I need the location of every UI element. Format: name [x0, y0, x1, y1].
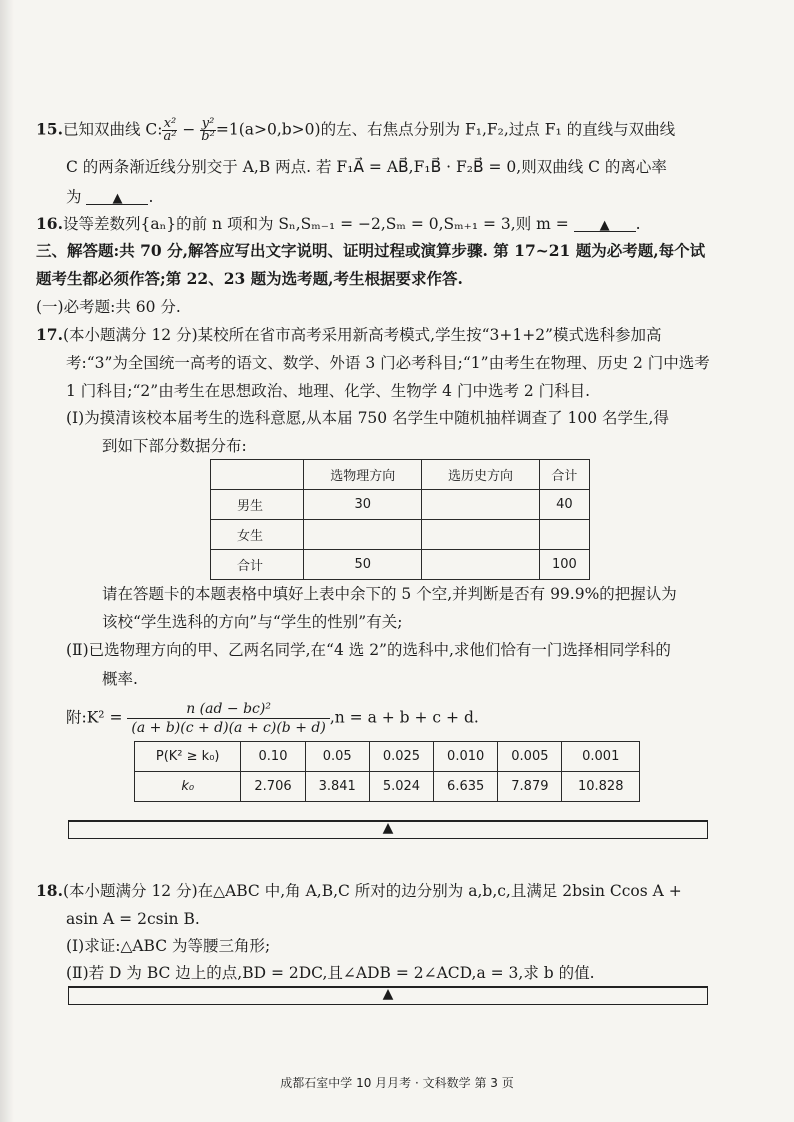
section-required-heading: (一)必考题:共 60 分. [36, 298, 181, 316]
row-label: 合计 [211, 550, 304, 580]
table-header-cell: 选物理方向 [304, 460, 422, 490]
q15-text-b: =1(a>0,b>0)的左、右焦点分别为 F₁,F₂,过点 F₁ 的直线与双曲线 [215, 120, 676, 139]
table-cell: 2.706 [241, 772, 305, 802]
q15-line-1: 15.已知双曲线 C: $\frac{\text{x²}}{\text{a²}}$ − $\frac{\text{y²}}{\text{b²}}$ =1(a>0,b>0)的左、右焦点分别为 F₁,F₂,过点 F₁ 的直线与双曲线 [36, 116, 676, 144]
q15-answer-blank[interactable] [86, 186, 148, 205]
table-cell: 7.879 [498, 772, 562, 802]
table-header-cell: 合计 [539, 460, 589, 490]
row-label: 女生 [211, 520, 304, 550]
k-squared-formula: 附:K² = $\frac{\text{n (ad − bc)²}}{(a + b)(c + d)(a + c)(b + d)}$ ,n = a + b + c + d. [66, 701, 479, 736]
table-cell: 3.841 [305, 772, 369, 802]
table-cell: P(K² ≥ k₀) [135, 742, 241, 772]
page-footer: 成都石室中学 10 月月考 · 文科数学 第 3 页 [280, 1076, 514, 1090]
table-cell: 40 [539, 490, 589, 520]
q17-part1-line-3: 请在答题卡的本题表格中填好上表中余下的 5 个空,并判断是否有 99.9%的把握认为 [102, 585, 677, 603]
table-cell: 0.001 [562, 742, 640, 772]
q17-part1-line-1: (Ⅰ)为摸清该校本届考生的选科意愿,从本届 750 名学生中随机抽样调查了 100 名学生,得 [66, 409, 669, 427]
q18-number: 18. [36, 881, 63, 900]
q15-number: 15. [36, 119, 63, 139]
table-cell [304, 520, 422, 550]
q15-line-3: 为 ▲ . [66, 188, 154, 206]
q17-line-2: 考:“3”为全国统一高考的语文、数学、外语 3 门必考科目;“1”由考生在物理、历史 2 门中选考 [66, 354, 710, 372]
table-cell: 0.10 [241, 742, 305, 772]
critical-value-table [134, 741, 640, 802]
q16-answer-blank[interactable] [574, 213, 636, 232]
survey-table [210, 459, 590, 580]
table-row [135, 772, 640, 802]
table-cell: 0.010 [434, 742, 498, 772]
table-cell: 50 [304, 550, 422, 580]
row-label: 男生 [211, 490, 304, 520]
q17-part1-line-4: 该校“学生选科的方向”与“学生的性别”有关; [102, 613, 403, 631]
table-header-cell: 选历史方向 [422, 460, 540, 490]
q15-frac-x: $\frac{\text{x²}}{\text{a²}}$ [163, 116, 177, 144]
triangle-marker-icon: ▲ [382, 820, 394, 836]
table-cell: 6.635 [434, 772, 498, 802]
q17-number: 17. [36, 325, 63, 344]
table-row [211, 520, 590, 550]
table-cell: 0.025 [369, 742, 433, 772]
formula-fraction: $\frac{\text{n (ad − bc)²}}{(a + b)(c + d)(a + c)(b + d)}$ [127, 700, 329, 737]
q15-text-a: 已知双曲线 C: [62, 120, 163, 139]
q18-line-1: 18.(本小题满分 12 分)在△ABC 中,角 A,B,C 所对的边分别为 a,b,c,且满足 2bsin Ccos A + [36, 881, 682, 900]
q17-part2-line-1: (Ⅱ)已选物理方向的甲、乙两名同学,在“4 选 2”的选科中,求他们恰有一门选择相同学科的 [66, 641, 671, 659]
q16-number: 16. [36, 214, 63, 233]
table-row [211, 550, 590, 580]
q16-line: 16.设等差数列{aₙ}的前 n 项和为 Sₙ,Sₘ₋₁ = −2,Sₘ = 0,Sₘ₊₁ = 3,则 m = ▲ . [36, 214, 641, 233]
table-row [211, 460, 590, 490]
q16-text: 设等差数列{aₙ}的前 n 项和为 Sₙ,Sₘ₋₁ = −2,Sₘ = 0,Sₘ₊₁ = 3,则 m = [62, 215, 569, 233]
table-cell [211, 460, 304, 490]
table-cell: 0.05 [305, 742, 369, 772]
triangle-marker-icon: ▲ [382, 986, 394, 1002]
table-cell: 10.828 [562, 772, 640, 802]
q18-part1: (Ⅰ)求证:△ABC 为等腰三角形; [66, 937, 271, 955]
q18-line-2: asin A = 2csin B. [66, 910, 200, 928]
table-cell [422, 550, 540, 580]
table-cell: k₀ [135, 772, 241, 802]
q17-part1-line-2: 到如下部分数据分布: [102, 437, 247, 455]
table-cell: 5.024 [369, 772, 433, 802]
q17-line-1: 17.(本小题满分 12 分)某校所在省市高考采用新高考模式,学生按“3+1+2”模式选科参加高 [36, 325, 662, 344]
q18-answer-area[interactable] [68, 986, 708, 1005]
q15-line-2: C 的两条渐近线分别交于 A,B 两点. 若 F₁A⃗ = AB⃗,F₁B⃗ · F₂B⃗ = 0,则双曲线 C 的离心率 [66, 158, 667, 176]
table-row [211, 490, 590, 520]
table-cell [539, 520, 589, 550]
q17-line-3: 1 门科目;“2”由考生在思想政治、地理、化学、生物学 4 门中选考 2 门科目. [66, 382, 591, 400]
table-row [135, 742, 640, 772]
q15-frac-y: $\frac{\text{y²}}{\text{b²}}$ [201, 116, 215, 144]
q17-answer-area[interactable] [68, 820, 708, 839]
q18-part2: (Ⅱ)若 D 为 BC 边上的点,BD = 2DC,且∠ADB = 2∠ACD,a = 3,求 b 的值. [66, 964, 595, 982]
section-three-line-1: 三、解答题:共 70 分,解答应写出文字说明、证明过程或演算步骤. 第 17~21 题为必考题,每个试 [36, 241, 706, 260]
table-cell [422, 490, 540, 520]
section-three-line-2: 题考生都必须作答;第 22、23 题为选考题,考生根据要求作答. [36, 269, 463, 288]
table-cell: 0.005 [498, 742, 562, 772]
table-cell [422, 520, 540, 550]
table-cell: 30 [304, 490, 422, 520]
table-cell: 100 [539, 550, 589, 580]
triangle-marker-icon: ▲ [112, 191, 123, 206]
triangle-marker-icon: ▲ [599, 218, 610, 233]
q17-part2-line-2: 概率. [102, 670, 138, 688]
